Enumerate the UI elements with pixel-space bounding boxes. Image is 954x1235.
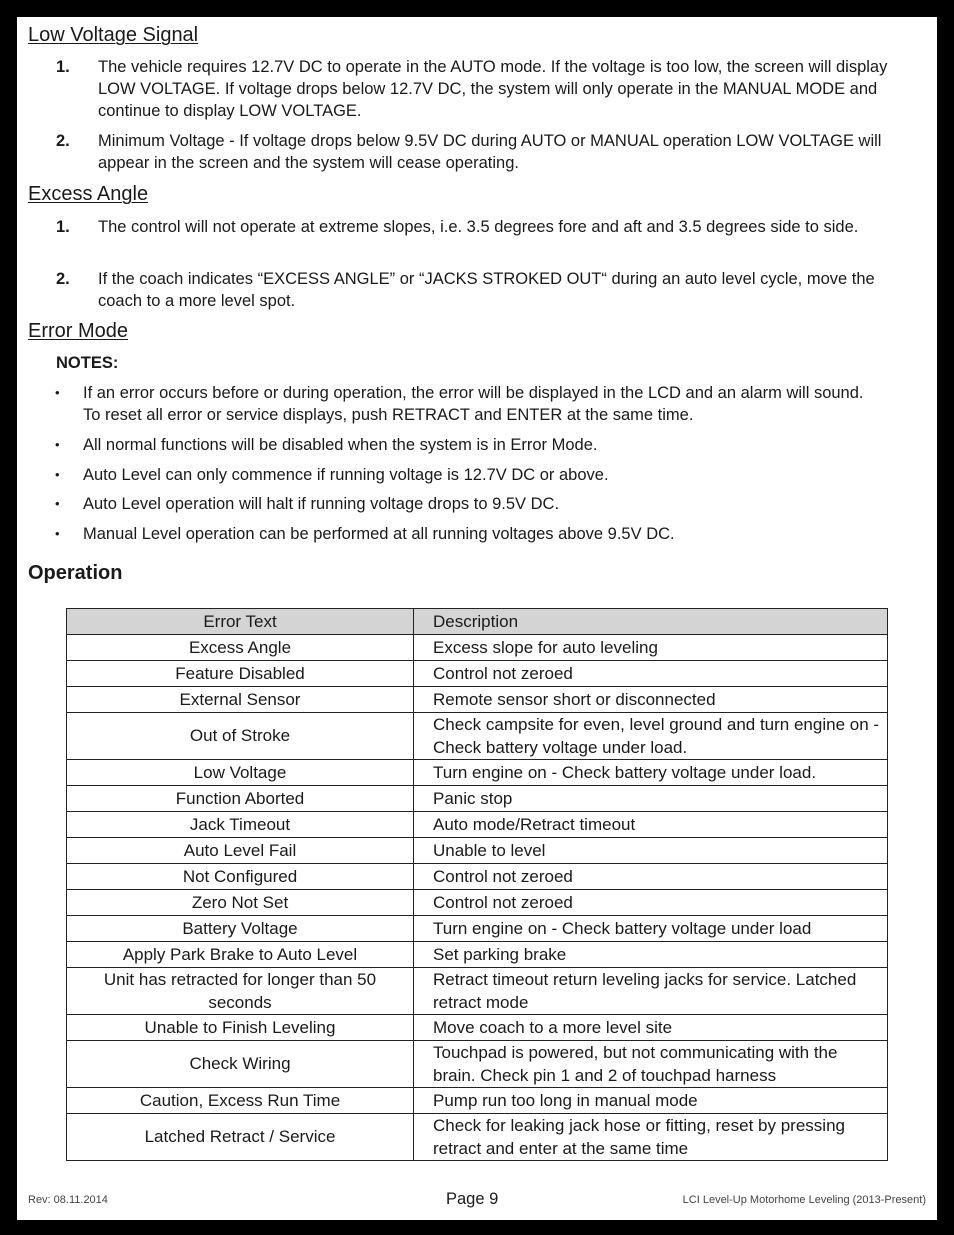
table-row [67,1015,888,1041]
description-cell: Pump run too long in manual mode [414,1088,888,1114]
description-cell: Move coach to a more level site [414,1015,888,1041]
error-text-cell: Caution, Excess Run Time [67,1088,414,1114]
description-cell: Touchpad is powered, but not communicating with the brain. Check pin 1 and 2 of touchpad harness [414,1041,888,1088]
bullet-marker: • [55,437,60,452]
table-row [67,838,888,864]
heading-excess-angle: Excess Angle [28,183,149,205]
description-cell: Set parking brake [414,942,888,968]
description-cell: Remote sensor short or disconnected [414,687,888,713]
description-cell: Retract timeout return leveling jacks for service. Latched retract mode [414,968,888,1015]
bullet-marker: • [55,385,60,400]
error-text-cell: Auto Level Fail [67,838,414,864]
table-body [67,635,888,1161]
error-text-cell: Excess Angle [67,635,414,661]
description-cell: Unable to level [414,838,888,864]
document-title: LCI Level-Up Motorhome Leveling (2013-Present) [682,1194,926,1206]
error-table [66,608,888,1161]
bullet-marker: • [55,496,60,511]
description-cell: Control not zeroed [414,661,888,687]
description-cell: Excess slope for auto leveling [414,635,888,661]
item-number: 2. [56,270,70,288]
description-cell: Panic stop [414,786,888,812]
heading-operation: Operation [28,562,123,584]
table-row [67,968,888,1015]
note-text: All normal functions will be disabled when the system is in Error Mode. [83,436,598,454]
description-cell: Control not zeroed [414,890,888,916]
item-number: 2. [56,132,70,150]
error-text-cell: Check Wiring [67,1041,414,1088]
page-number: Page 9 [446,1190,499,1208]
manual-page [17,17,937,1220]
heading-error-mode: Error Mode [28,320,129,342]
description-cell: Control not zeroed [414,864,888,890]
error-text-cell: Not Configured [67,864,414,890]
item-number: 1. [56,218,70,236]
table-header-row [67,609,888,635]
error-text-cell: Battery Voltage [67,916,414,942]
table-row [67,760,888,786]
table-row [67,864,888,890]
header-error-text: Error Text [67,609,414,635]
error-text-cell: Unable to Finish Leveling [67,1015,414,1041]
table-row [67,786,888,812]
error-text-cell: Low Voltage [67,760,414,786]
description-cell: Check for leaking jack hose or fitting, reset by pressing retract and enter at the same time [414,1114,888,1161]
table-row [67,713,888,760]
note-text: Auto Level operation will halt if running voltage drops to 9.5V DC. [83,495,560,513]
note-text: Auto Level can only commence if running voltage is 12.7V DC or above. [83,466,609,484]
table-row [67,635,888,661]
description-cell: Check campsite for even, level ground and turn engine on - Check battery voltage under load. [414,713,888,760]
bullet-marker: • [55,526,60,541]
table-row [67,1088,888,1114]
table-row [67,1041,888,1088]
item-text: The vehicle requires 12.7V DC to operate in the AUTO mode. If the voltage is too low, the screen will display LOW VOLTAGE. If voltage drops below 12.7V DC, the system will only operate in the MANUAL MODE and continue to display LOW VOLTAGE. [98,58,888,120]
error-text-cell: External Sensor [67,687,414,713]
note-text: If an error occurs before or during operation, the error will be displayed in the LCD and an alarm will sound. To reset all error or service displays, push RETRACT and ENTER at the same time. [83,384,864,424]
error-text-cell: Latched Retract / Service [67,1114,414,1161]
header-description: Description [414,609,888,635]
description-cell: Turn engine on - Check battery voltage under load. [414,760,888,786]
table-row [67,942,888,968]
heading-low-voltage-signal: Low Voltage Signal [28,24,199,46]
item-text: If the coach indicates “EXCESS ANGLE” or “JACKS STROKED OUT“ during an auto level cycle, move the coach to a more level spot. [98,270,875,310]
error-text-cell: Unit has retracted for longer than 50 seconds [67,968,414,1015]
error-text-cell: Feature Disabled [67,661,414,687]
error-text-cell: Jack Timeout [67,812,414,838]
error-text-cell: Out of Stroke [67,713,414,760]
error-text-cell: Apply Park Brake to Auto Level [67,942,414,968]
error-text-cell: Function Aborted [67,786,414,812]
description-cell: Auto mode/Retract timeout [414,812,888,838]
item-number: 1. [56,58,70,76]
note-text: Manual Level operation can be performed at all running voltages above 9.5V DC. [83,525,675,543]
table-row [67,687,888,713]
notes-label: NOTES: [56,354,119,372]
table-row [67,1114,888,1161]
error-text-cell: Zero Not Set [67,890,414,916]
description-cell: Turn engine on - Check battery voltage under load [414,916,888,942]
table-row [67,812,888,838]
revision-date: Rev: 08.11.2014 [28,1194,108,1206]
table-row [67,890,888,916]
item-text: The control will not operate at extreme slopes, i.e. 3.5 degrees fore and aft and 3.5 degrees side to side. [98,218,859,236]
bullet-marker: • [55,467,60,482]
table-row [67,916,888,942]
table-row [67,661,888,687]
item-text: Minimum Voltage - If voltage drops below 9.5V DC during AUTO or MANUAL operation LOW VOLTAGE will appear in the screen and the system will cease operating. [98,132,882,172]
